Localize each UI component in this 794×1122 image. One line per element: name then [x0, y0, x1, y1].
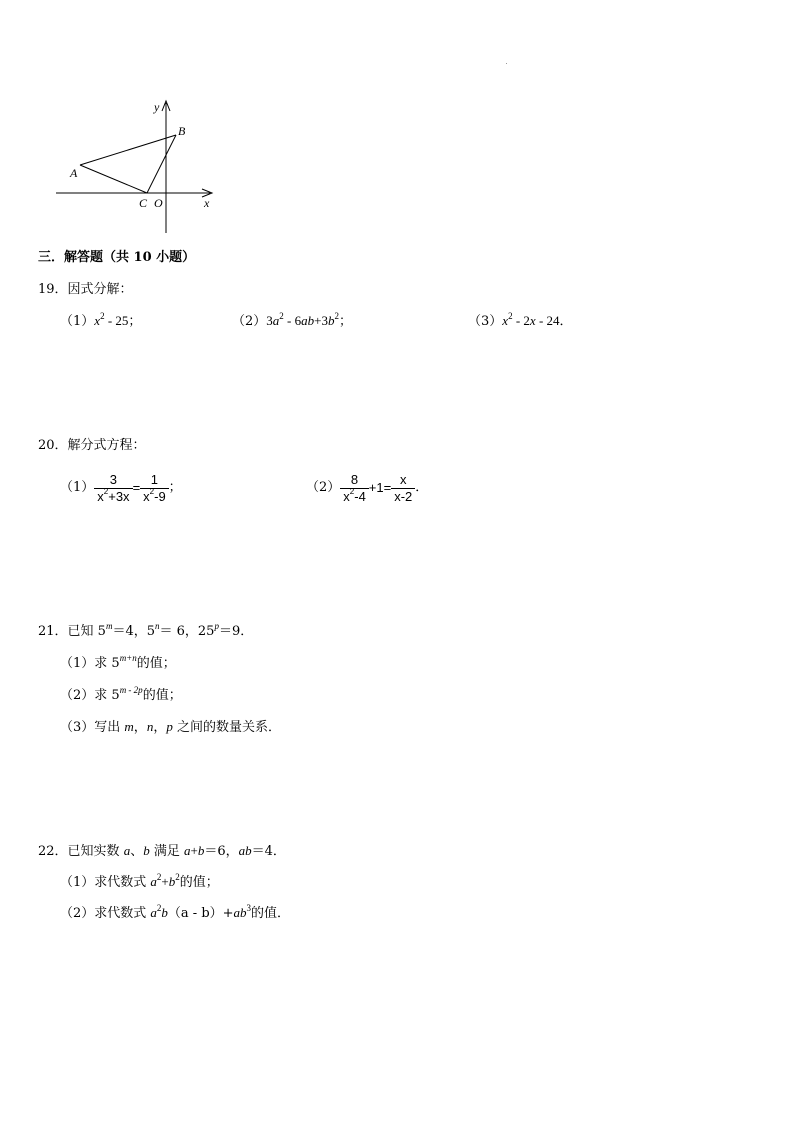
q20-stem: 20．解分式方程： — [38, 438, 146, 453]
label-A: A — [70, 166, 78, 180]
q20-p2-fraction-right: $\frac{x}{x-2}$ — [391, 472, 415, 505]
q20-part2: （2） $\frac{8}{x^2-4}$ +1= $\frac{x}{x-2}$ ． — [306, 471, 429, 504]
q20-part1: （1） $\frac{3}{x^2+3x}$ = $\frac{1}{x^2-9}$ ； — [60, 471, 182, 504]
q20-p1-fraction-left: $\frac{3}{x^2+3x}$ — [94, 472, 132, 505]
segment-BC — [147, 135, 176, 193]
q20-p2-fraction-left: $\frac{8}{x^2-4}$ — [340, 472, 369, 505]
label-O: O — [154, 196, 163, 210]
q20-p1-fraction-right: $\frac{1}{x^2-9}$ — [140, 472, 169, 505]
q19-part3: $(3)x^2 - 2x - 24$． — [468, 310, 573, 329]
q19-stem: 19．因式分解： — [38, 282, 133, 297]
q22-stem: 22．已知实数 a、b 满足 a+b＝6，ab＝4． — [38, 843, 286, 859]
q22-part2: （2）求代数式 $a^2b(a - b)+ab^3$的值． — [60, 902, 291, 921]
label-B: B — [178, 124, 186, 138]
q21-part1: （1）求 $5^{m+n}$的值； — [60, 652, 176, 671]
label-C: C — [139, 196, 148, 210]
segment-AC — [80, 165, 147, 193]
q22-part1: （1）求代数式 $a^2+b^2$的值； — [60, 871, 219, 890]
segment-AB — [80, 135, 176, 165]
label-x: x — [204, 196, 210, 210]
coordinate-figure — [50, 95, 230, 240]
label-y: y — [154, 100, 160, 114]
q21-part2: （2）求 $5^{m - 2p}$的值； — [60, 684, 182, 703]
q19-part2: $(2)3a^2 - 6ab+3b^2$； — [232, 310, 352, 329]
q21-part3: （3）写出 m，n，p 之间的数量关系． — [60, 719, 281, 735]
q21-stem: 21．已知 $5^m=4$，$5^n= 6$，$25^p=9$． — [38, 620, 254, 639]
stray-dot — [506, 63, 507, 64]
q19-part1: $(1)x^2 - 25$； — [60, 310, 142, 329]
section-title: 三．解答题（共 10 小题） — [38, 250, 196, 265]
